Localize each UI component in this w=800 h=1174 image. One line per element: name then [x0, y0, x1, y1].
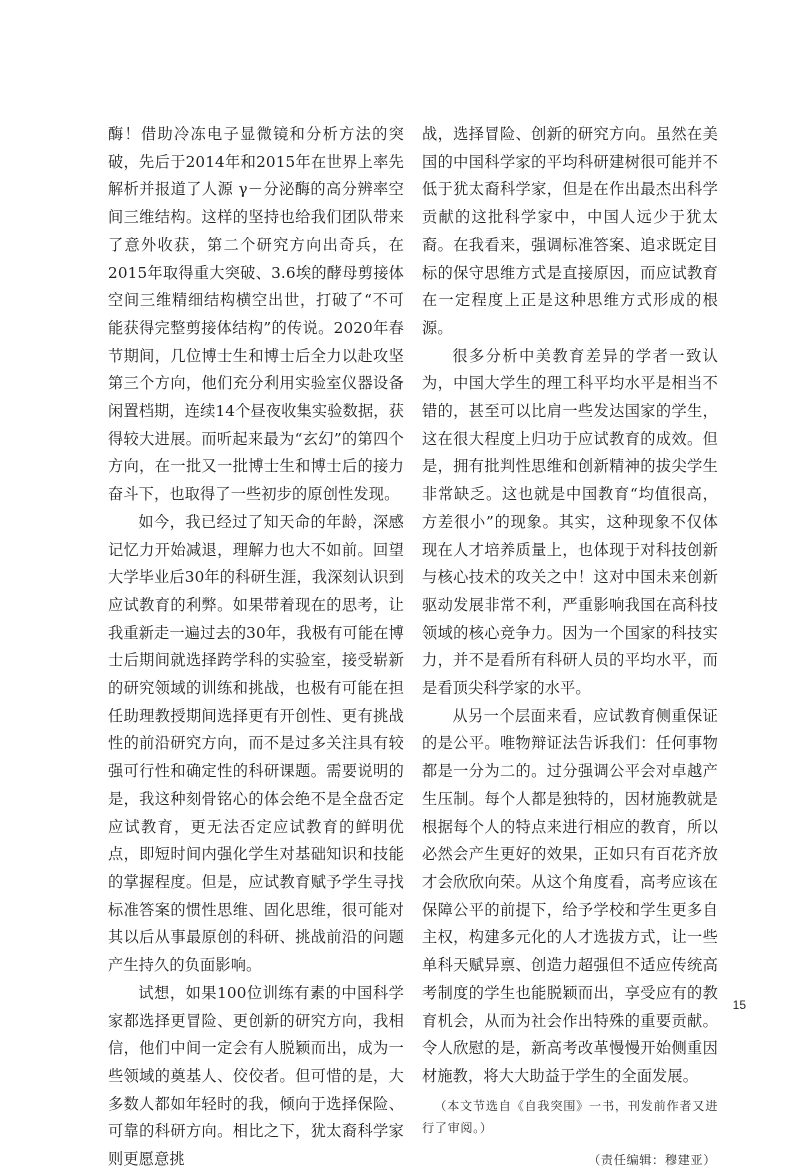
right-column	[422, 121, 718, 1171]
left-column	[108, 121, 404, 1174]
article-paragraph: 试想，如果100位训练有素的中国科学家都选择更冒险、更创新的研究方向，我相信，他们中间一定会有人脱颖而出，成为一些领域的奠基人、佼佼者。但可惜的是，大多数人都如年轻时的我，倾向于选择保险、可靠的科研方向。相比之下，犹太裔科学家则更愿意挑	[108, 983, 404, 1169]
article-paragraph: 从另一个层面来看，应试教育侧重保证的是公平。唯物辩证法告诉我们：任何事物都是一分为二的。过分强调公平会对卓越产生压制。每个人都是独特的，因材施教就是根据每个人的特点来进行相应的教育，所以必然会产生更好的效果，正如只有百花齐放才会欣欣向荣。从这个角度看，高考应该在保障公平的前提下，给予学校和学生更多自主权，构建多元化的人才选拔方式，让一些单科天赋异禀、创造力超强但不适应传统高考制度的学生也能脱颖而出，享受应有的教育机会，从而为社会作出特殊的重要贡献。令人欣慰的是，新高考改革慢慢开始侧重因材施教，将大大助益于学生的全面发展。	[422, 706, 718, 1085]
article-paragraph: 很多分析中美教育差异的学者一致认为，中国大学生的理工科平均水平是相当不错的，甚至可以比肩一些发达国家的学生，这在很大程度上归功于应试教育的成效。但是，拥有批判性思维和创新精神的拔尖学生非常缺乏。这也就是中国教育“均值很高，方差很小”的现象。其实，这种现象不仅体现在人才培养质量上，也体现于对科技创新与核心技术的攻关之中！这对中国未来创新驱动发展非常不利，严重影响我国在高科技领域的核心竞争力。因为一个国家的科技实力，并不是看所有科研人员的平均水平，而是看顶尖科学家的水平。	[422, 346, 718, 698]
article-paragraph: 如今，我已经过了知天命的年龄，深感记忆力开始减退，理解力也大不如前。回望大学毕业后30年的科研生涯，我深刻认识到应试教育的利弊。如果带着现在的思考，让我重新走一遍过去的30年，我极有可能在博士后期间就选择跨学科的实验室，接受崭新的研究领域的训练和挑战，也极有可能在担任助理教授期间选择更有开创性、更有挑战性的前沿研究方向，而不是过多关注具有较强可行性和确定性的科研课题。需要说明的是，我这种刻骨铭心的体会绝不是全盘否定应试教育，更无法否定应试教育的鲜明优点，即短时间内强化学生对基础知识和技能的掌握程度。但是，应试教育赋予学生寻找标准答案的惯性思维、固化思维，很可能对其以后从事最原创的科研、挑战前沿的问题产生持久的负面影响。	[108, 512, 404, 975]
page-number: 15	[732, 998, 746, 1012]
article-paragraph: 战，选择冒险、创新的研究方向。虽然在美国的中国科学家的平均科研建树很可能并不低于犹太裔科学家，但是在作出最杰出科学贡献的这批科学家中，中国人远少于犹太裔。在我看来，强调标准答案、追求既定目标的保守思维方式是直接原因，而应试教育在一定程度上正是这种思维方式形成的根源。	[422, 125, 718, 337]
article-paragraph: 酶！借助冷冻电子显微镜和分析方法的突破，先后于2014年和2015年在世界上率先解析并报道了人源 γ－分泌酶的高分辨率空间三维结构。这样的坚持也给我们团队带来了意外收获，第二个研究方向出奇兵，在2015年取得重大突破、3.6埃的酵母剪接体空间三维精细结构横空出世，打破了“不可能获得完整剪接体结构”的传说。2020年春节期间，几位博士生和博士后全力以赴攻坚第三个方向，他们充分利用实验室仪器设备闲置档期，连续14个昼夜收集实验数据，获得较大进展。而听起来最为“玄幻”的第四个方向，在一批又一批博士生和博士后的接力奋斗下，也取得了一些初步的原创性发现。	[108, 125, 404, 504]
source-note: （本文节选自《自我突围》一书，刊发前作者又进行了审阅。）	[422, 1098, 718, 1135]
editor-credit: （责任编辑：穆建亚）	[588, 1152, 716, 1167]
